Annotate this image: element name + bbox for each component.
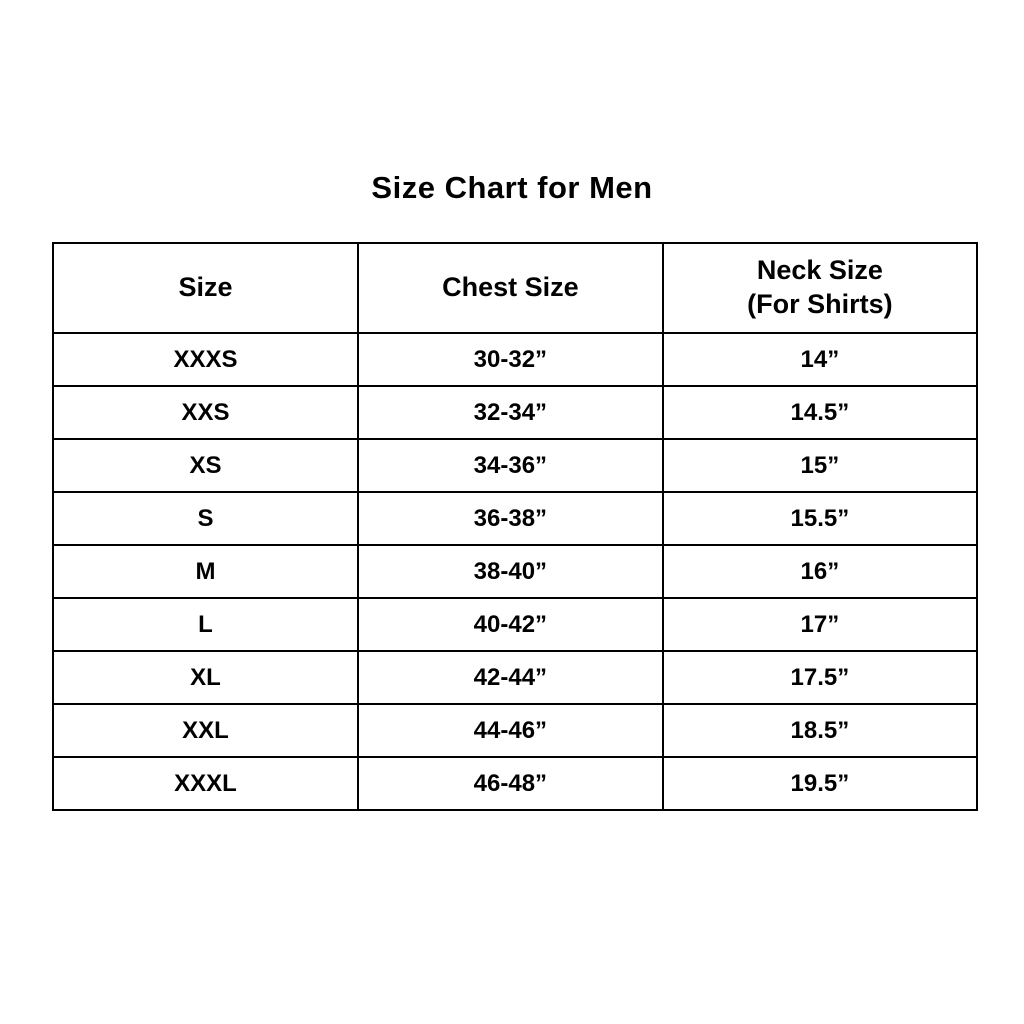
chest-cell: 42-44” [358, 651, 663, 704]
chest-cell: 38-40” [358, 545, 663, 598]
column-header-neck-sublabel: (For Shirts) [747, 289, 893, 319]
table-row [53, 545, 977, 598]
column-header-size-label: Size [178, 272, 233, 303]
column-header-neck-size [663, 243, 977, 333]
chest-cell: 44-46” [358, 704, 663, 757]
size-chart-table [52, 242, 978, 811]
size-cell: XXS [53, 386, 358, 439]
page-title: Size Chart for Men [371, 170, 653, 205]
neck-cell: 14.5” [663, 386, 977, 439]
chest-cell: 46-48” [358, 757, 663, 810]
neck-cell: 18.5” [663, 704, 977, 757]
column-header-size [53, 243, 358, 333]
column-header-chest-label: Chest Size [442, 272, 579, 303]
table-row [53, 492, 977, 545]
neck-cell: 19.5” [663, 757, 977, 810]
chest-cell: 32-34” [358, 386, 663, 439]
table-row [53, 333, 977, 386]
table-row [53, 598, 977, 651]
table-row [53, 651, 977, 704]
column-header-chest-size [358, 243, 663, 333]
neck-cell: 15” [663, 439, 977, 492]
column-header-neck-label: Neck Size [756, 255, 883, 286]
neck-cell: 14” [663, 333, 977, 386]
chest-cell: 30-32” [358, 333, 663, 386]
table-row [53, 386, 977, 439]
size-cell: S [53, 492, 358, 545]
chest-cell: 40-42” [358, 598, 663, 651]
size-cell: XXXS [53, 333, 358, 386]
chest-cell: 34-36” [358, 439, 663, 492]
table-row [53, 757, 977, 810]
neck-cell: 17” [663, 598, 977, 651]
neck-cell: 15.5” [663, 492, 977, 545]
size-cell: XXL [53, 704, 358, 757]
size-cell: XXXL [53, 757, 358, 810]
size-cell: XS [53, 439, 358, 492]
size-cell: L [53, 598, 358, 651]
size-cell: M [53, 545, 358, 598]
table-header-row [53, 243, 977, 333]
neck-cell: 16” [663, 545, 977, 598]
chest-cell: 36-38” [358, 492, 663, 545]
table-row [53, 704, 977, 757]
neck-cell: 17.5” [663, 651, 977, 704]
size-cell: XL [53, 651, 358, 704]
table-row [53, 439, 977, 492]
